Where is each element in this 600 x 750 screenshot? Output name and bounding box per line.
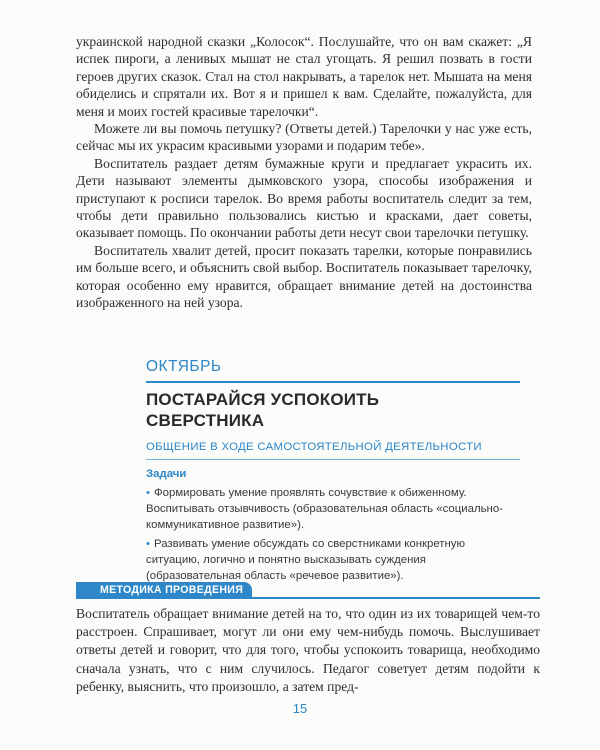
lesson-title <box>146 389 520 431</box>
method-text <box>76 605 540 696</box>
task-item <box>146 536 520 584</box>
method-paragraph: Воспитатель обращает внимание детей на то, что один из их товарищей чем-то расстроен. Спрашивает, могут ли они ему чем-нибудь помочь. Выслушивает ответы детей и говорит, что для того, чтобы успокоить товарища, необходимо сначала узнать, что с ним случилось. Педагог советует детям подойти к ребенку, выяснить, что произошло, а затем пред- <box>76 606 540 694</box>
task-text: Формировать умение проявлять сочувствие к обиженному. Воспитывать отзывчивость (образовательная область «социально-коммуникативное развитие»). <box>146 487 503 531</box>
method-label: МЕТОДИКА ПРОВЕДЕНИЯ <box>76 582 252 598</box>
method-header <box>76 582 540 600</box>
intro-paragraph-2: Можете ли вы помочь петушку? (Ответы детей.) Тарелочки у нас уже есть, сейчас мы их украсим красивыми узорами и подарим тебе». <box>76 121 532 154</box>
tasks-heading: Задачи <box>146 468 187 480</box>
page-number: 15 <box>292 701 308 716</box>
month-divider <box>146 381 520 383</box>
subtitle-divider <box>146 459 520 460</box>
task-item <box>146 485 520 533</box>
intro-paragraph-4: Воспитатель хвалит детей, просит показать тарелки, которые понравились им больше всего, и объяснить свой выбор. Воспитатель показывает тарелочку, которая особенно ему нравится, обращает внимание детей на достоинства изображенного на ней узора. <box>76 242 532 311</box>
month-heading: ОКТЯБРЬ <box>146 358 222 375</box>
intro-paragraph-3: Воспитатель раздает детям бумажные круги и предлагает украсить их. Дети называют элементы дымковского узора, способы изображения и приступают к росписи тарелок. Во время работы воспитатель следит за тем, чтобы дети правильно пользовались кистью и красками, дает советы, оказывает помощь. По окончании работы дети несут свои тарелочки петушку. <box>76 155 532 241</box>
lesson-subtitle: ОБЩЕНИЕ В ХОДЕ САМОСТОЯТЕЛЬНОЙ ДЕЯТЕЛЬНОСТИ <box>146 441 482 453</box>
lesson-title-line-2: СВЕРСТНИКА <box>146 411 265 430</box>
task-text: Развивать умение обсуждать со сверстниками конкретную ситуацию, логично и понятно высказывать суждения (образовательная область «речевое развитие»). <box>146 538 466 582</box>
lesson-section <box>146 357 520 584</box>
lesson-title-line-1: ПОСТАРАЙСЯ УСПОКОИТЬ <box>146 390 380 409</box>
intro-text <box>76 33 532 312</box>
bullet-icon: • <box>146 538 150 550</box>
bullet-icon: • <box>146 487 150 499</box>
intro-paragraph-1: украинской народной сказки „Колосок“. Послушайте, что он вам скажет: „Я испек пироги, а ленивых мышат не стал угощать. Я решил позвать в гости героев других сказок. Стал на стол накрывать, а тарелок нет. Мышата на меня обиделись и спрятали их. Вот я и пришел к вам. Сделайте, пожалуйста, для меня и моих гостей красивые тарелочки“. <box>76 34 532 119</box>
